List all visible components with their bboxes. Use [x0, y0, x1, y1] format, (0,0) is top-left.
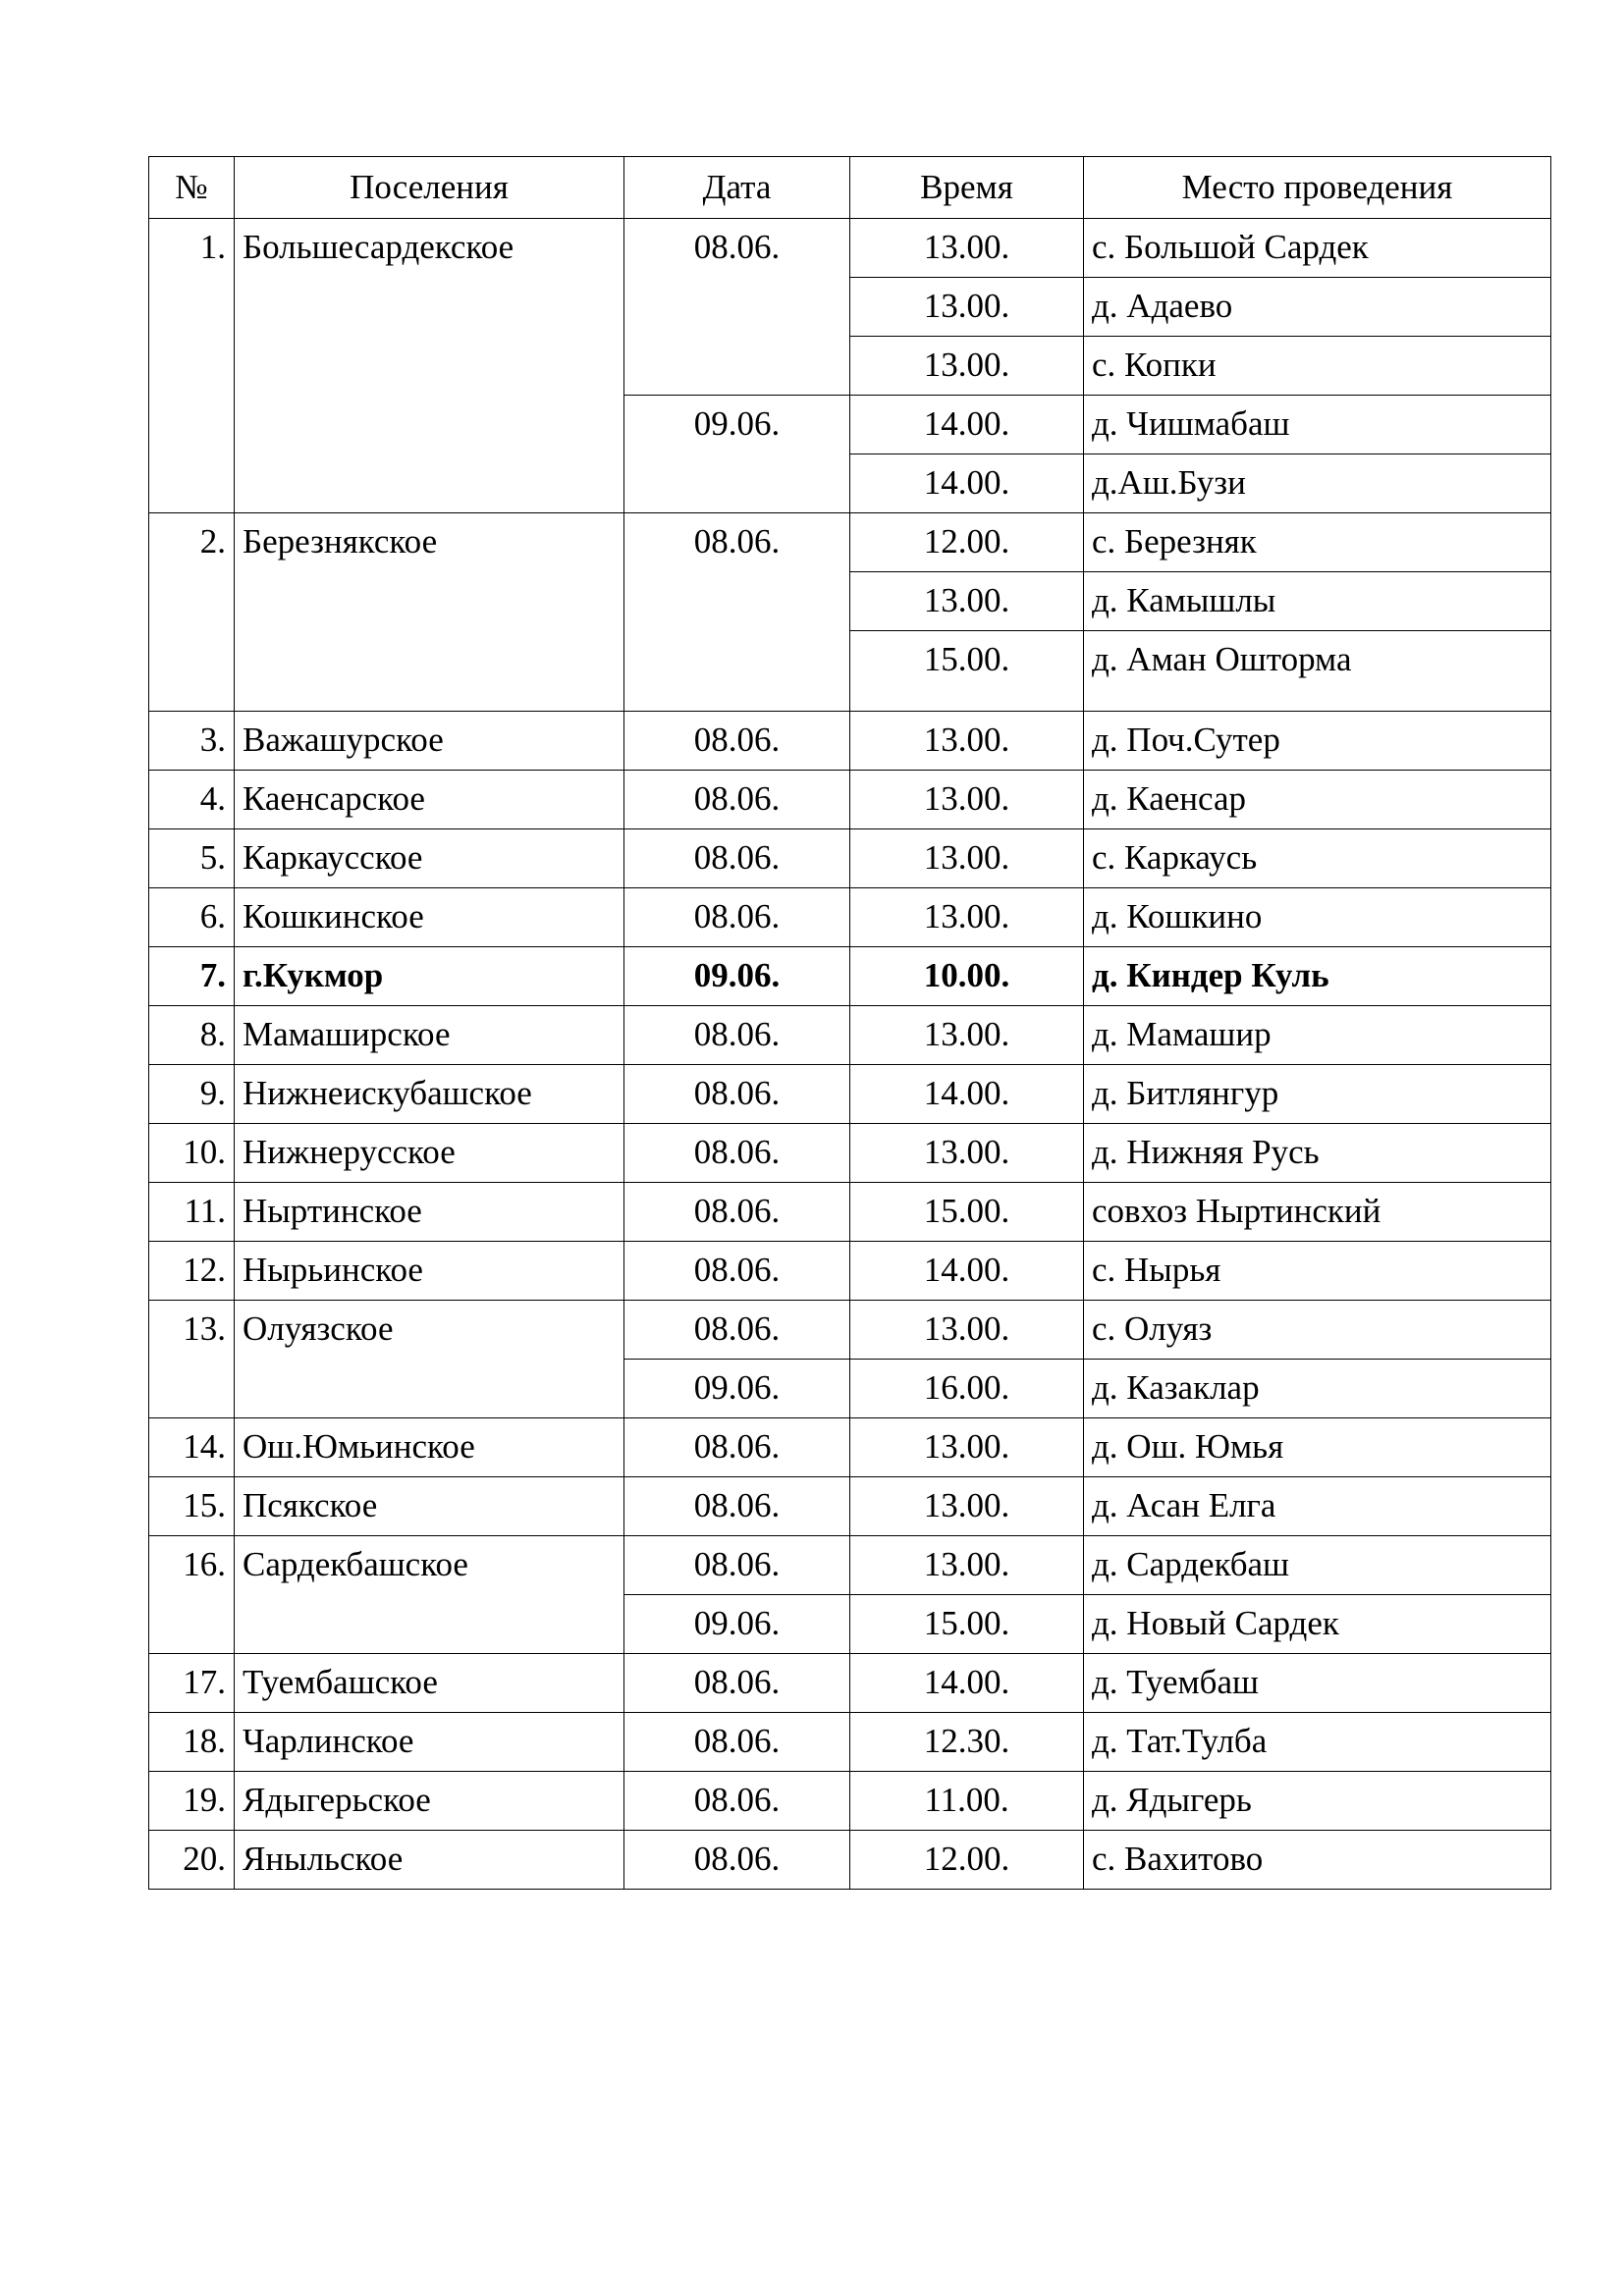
- date-cell: 09.06.: [624, 947, 850, 1006]
- settlement-cell: Каенсарское: [235, 771, 624, 829]
- header-time: Время: [850, 157, 1084, 219]
- row-number: 2.: [149, 513, 235, 712]
- place-cell: с. Березняк: [1084, 513, 1551, 572]
- place-cell: совхоз Ныртинский: [1084, 1183, 1551, 1242]
- time-cell: 13.00.: [850, 712, 1084, 771]
- time-cell: 14.00.: [850, 1242, 1084, 1301]
- row-number: 12.: [149, 1242, 235, 1301]
- time-cell: 14.00.: [850, 454, 1084, 513]
- table-row: [149, 1654, 1551, 1713]
- settlement-cell: Ныртинское: [235, 1183, 624, 1242]
- place-cell: д. Новый Сардек: [1084, 1595, 1551, 1654]
- settlement-cell: Большесардекское: [235, 219, 624, 513]
- place-cell: д.Аш.Бузи: [1084, 454, 1551, 513]
- header-place: Место проведения: [1084, 157, 1551, 219]
- date-cell: 08.06.: [624, 1536, 850, 1595]
- time-cell: 12.30.: [850, 1713, 1084, 1772]
- time-cell: 13.00.: [850, 1124, 1084, 1183]
- date-cell: 08.06.: [624, 1124, 850, 1183]
- place-cell: с. Олуяз: [1084, 1301, 1551, 1360]
- settlement-cell: Яныльское: [235, 1831, 624, 1890]
- row-number: 11.: [149, 1183, 235, 1242]
- time-cell: 13.00.: [850, 337, 1084, 396]
- time-cell: 12.00.: [850, 1831, 1084, 1890]
- table-row: [149, 1183, 1551, 1242]
- place-cell: с. Каркаусь: [1084, 829, 1551, 888]
- row-number: 17.: [149, 1654, 235, 1713]
- place-cell: с. Большой Сардек: [1084, 219, 1551, 278]
- row-number: 16.: [149, 1536, 235, 1654]
- place-cell: д. Нижняя Русь: [1084, 1124, 1551, 1183]
- time-cell: 16.00.: [850, 1360, 1084, 1418]
- table-row: [149, 1242, 1551, 1301]
- row-number: 1.: [149, 219, 235, 513]
- date-cell: 08.06.: [624, 888, 850, 947]
- settlement-cell: Нижнеискубашское: [235, 1065, 624, 1124]
- date-cell: 08.06.: [624, 712, 850, 771]
- date-cell: 08.06.: [624, 829, 850, 888]
- settlement-cell: Псякское: [235, 1477, 624, 1536]
- date-cell: 09.06.: [624, 396, 850, 513]
- time-cell: 13.00.: [850, 1477, 1084, 1536]
- time-cell: 13.00.: [850, 1418, 1084, 1477]
- place-cell: д. Адаево: [1084, 278, 1551, 337]
- row-number: 13.: [149, 1301, 235, 1418]
- time-cell: 13.00.: [850, 572, 1084, 631]
- settlement-cell: г.Кукмор: [235, 947, 624, 1006]
- header-date: Дата: [624, 157, 850, 219]
- place-cell: с. Вахитово: [1084, 1831, 1551, 1890]
- row-number: 20.: [149, 1831, 235, 1890]
- settlement-cell: Чарлинское: [235, 1713, 624, 1772]
- time-cell: 15.00.: [850, 1183, 1084, 1242]
- time-cell: 13.00.: [850, 1006, 1084, 1065]
- place-cell: д. Ош. Юмья: [1084, 1418, 1551, 1477]
- time-cell: 14.00.: [850, 1065, 1084, 1124]
- table-row: [149, 888, 1551, 947]
- time-cell: 14.00.: [850, 1654, 1084, 1713]
- time-cell: 13.00.: [850, 888, 1084, 947]
- date-cell: 08.06.: [624, 1772, 850, 1831]
- date-cell: 08.06.: [624, 513, 850, 712]
- schedule-table: [148, 156, 1551, 1890]
- time-cell: 14.00.: [850, 396, 1084, 454]
- time-cell: 13.00.: [850, 1536, 1084, 1595]
- place-cell: д. Камышлы: [1084, 572, 1551, 631]
- row-number: 15.: [149, 1477, 235, 1536]
- row-number: 10.: [149, 1124, 235, 1183]
- place-cell: д. Сардекбаш: [1084, 1536, 1551, 1595]
- date-cell: 09.06.: [624, 1360, 850, 1418]
- row-number: 8.: [149, 1006, 235, 1065]
- settlement-cell: Нырьинское: [235, 1242, 624, 1301]
- place-cell: д. Ядыгерь: [1084, 1772, 1551, 1831]
- settlement-cell: Туембашское: [235, 1654, 624, 1713]
- place-cell: д. Каенсар: [1084, 771, 1551, 829]
- settlement-cell: Каркаусское: [235, 829, 624, 888]
- date-cell: 08.06.: [624, 1242, 850, 1301]
- date-cell: 08.06.: [624, 1477, 850, 1536]
- table-row: [149, 1418, 1551, 1477]
- row-number: 9.: [149, 1065, 235, 1124]
- place-cell: д. Тат.Тулба: [1084, 1713, 1551, 1772]
- table-row: [149, 1301, 1551, 1360]
- header-settlement: Поселения: [235, 157, 624, 219]
- settlement-cell: Ош.Юмьинское: [235, 1418, 624, 1477]
- place-cell: д. Мамашир: [1084, 1006, 1551, 1065]
- date-cell: 08.06.: [624, 1418, 850, 1477]
- row-number: 7.: [149, 947, 235, 1006]
- table-row: [149, 712, 1551, 771]
- date-cell: 08.06.: [624, 1006, 850, 1065]
- table-row: [149, 829, 1551, 888]
- table-row: [149, 1713, 1551, 1772]
- table-row: [149, 1124, 1551, 1183]
- date-cell: 08.06.: [624, 1654, 850, 1713]
- table-row: [149, 771, 1551, 829]
- date-cell: 08.06.: [624, 771, 850, 829]
- table-row: [149, 1065, 1551, 1124]
- row-number: 14.: [149, 1418, 235, 1477]
- place-cell: с. Копки: [1084, 337, 1551, 396]
- date-cell: 09.06.: [624, 1595, 850, 1654]
- time-cell: 13.00.: [850, 829, 1084, 888]
- table-row: [149, 1536, 1551, 1595]
- table-row: [149, 1477, 1551, 1536]
- table-row-highlighted: [149, 947, 1551, 1006]
- date-cell: 08.06.: [624, 219, 850, 396]
- date-cell: 08.06.: [624, 1301, 850, 1360]
- time-cell: 13.00.: [850, 771, 1084, 829]
- place-cell: д. Казаклар: [1084, 1360, 1551, 1418]
- settlement-cell: Мамаширское: [235, 1006, 624, 1065]
- date-cell: 08.06.: [624, 1831, 850, 1890]
- settlement-cell: Важашурское: [235, 712, 624, 771]
- table-row: [149, 1831, 1551, 1890]
- time-cell: 13.00.: [850, 278, 1084, 337]
- table-row: [149, 219, 1551, 278]
- place-cell: д. Асан Елга: [1084, 1477, 1551, 1536]
- time-cell: 13.00.: [850, 219, 1084, 278]
- table-row: [149, 513, 1551, 572]
- time-cell: 15.00.: [850, 1595, 1084, 1654]
- place-cell: д. Битлянгур: [1084, 1065, 1551, 1124]
- time-cell: 13.00.: [850, 1301, 1084, 1360]
- place-cell: д. Туембаш: [1084, 1654, 1551, 1713]
- time-cell: 10.00.: [850, 947, 1084, 1006]
- row-number: 3.: [149, 712, 235, 771]
- settlement-cell: Ядыгерьское: [235, 1772, 624, 1831]
- table-header-row: [149, 157, 1551, 219]
- settlement-cell: Сардекбашское: [235, 1536, 624, 1654]
- settlement-cell: Олуязское: [235, 1301, 624, 1418]
- time-cell: 12.00.: [850, 513, 1084, 572]
- settlement-cell: Кошкинское: [235, 888, 624, 947]
- date-cell: 08.06.: [624, 1713, 850, 1772]
- place-cell: с. Нырья: [1084, 1242, 1551, 1301]
- row-number: 4.: [149, 771, 235, 829]
- place-cell: д. Киндер Куль: [1084, 947, 1551, 1006]
- place-cell: д. Кошкино: [1084, 888, 1551, 947]
- header-num: №: [149, 157, 235, 219]
- place-cell: д. Чишмабаш: [1084, 396, 1551, 454]
- table-row: [149, 1006, 1551, 1065]
- settlement-cell: Березнякское: [235, 513, 624, 712]
- place-cell: д. Аман Ошторма: [1084, 631, 1551, 712]
- row-number: 6.: [149, 888, 235, 947]
- time-cell: 11.00.: [850, 1772, 1084, 1831]
- date-cell: 08.06.: [624, 1183, 850, 1242]
- settlement-cell: Нижнерусское: [235, 1124, 624, 1183]
- date-cell: 08.06.: [624, 1065, 850, 1124]
- table-row: [149, 1772, 1551, 1831]
- row-number: 5.: [149, 829, 235, 888]
- row-number: 18.: [149, 1713, 235, 1772]
- place-cell: д. Поч.Сутер: [1084, 712, 1551, 771]
- row-number: 19.: [149, 1772, 235, 1831]
- time-cell: 15.00.: [850, 631, 1084, 712]
